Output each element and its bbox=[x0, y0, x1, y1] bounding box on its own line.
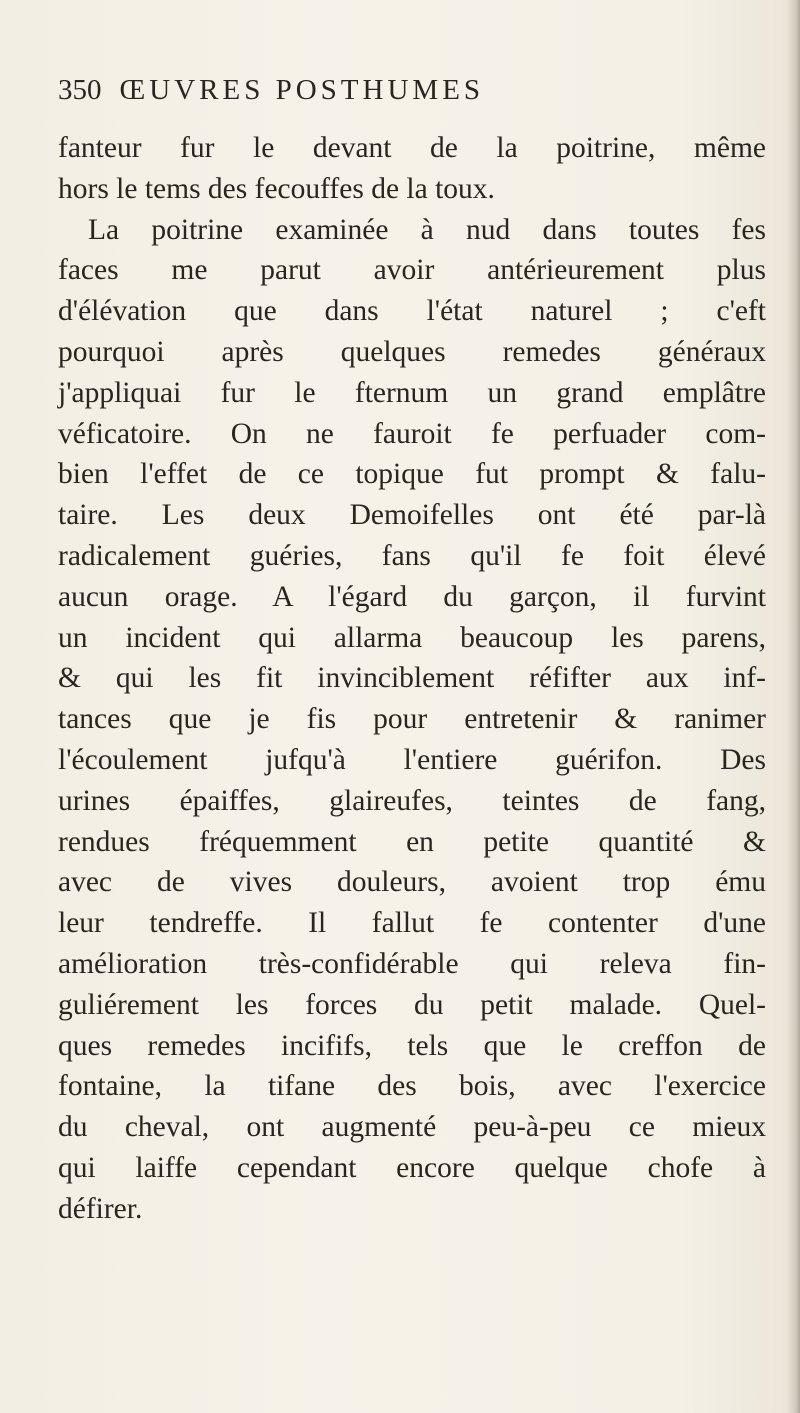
text-line: taire. Les deux Demoifelles ont été par-là bbox=[58, 499, 766, 532]
text-line: urines épaiffes, glaireufes, teintes de fang, bbox=[58, 784, 766, 817]
page-edge-shadow bbox=[786, 0, 800, 1413]
text-line: défirer. bbox=[58, 1192, 143, 1225]
text-line: & qui les fit invinciblement réfifter aux inf- bbox=[58, 662, 766, 695]
text-line: l'écoulement jufqu'à l'entiere guérifon. Des bbox=[58, 743, 766, 776]
text-line: d'élévation que dans l'état naturel ; c'eft bbox=[58, 295, 766, 328]
text-line: La poitrine examinée à nud dans toutes fes bbox=[88, 213, 766, 246]
page-number: 350 bbox=[58, 74, 102, 106]
text-line: leur tendreffe. Il fallut fe contenter d'une bbox=[58, 907, 766, 940]
text-line: fanteur fur le devant de la poitrine, même bbox=[58, 132, 766, 164]
text-line: rendues fréquemment en petite quantité & bbox=[58, 825, 766, 858]
text-line: avec de vives douleurs, avoient trop ému bbox=[58, 866, 766, 899]
text-line: bien l'effet de ce topique fut prompt & falu- bbox=[58, 458, 766, 491]
text-line: guliérement les forces du petit malade. Quel- bbox=[58, 988, 766, 1021]
text-line: pourquoi après quelques remedes généraux bbox=[58, 335, 766, 368]
text-line: du cheval, ont augmenté peu-à-peu ce mieux bbox=[58, 1111, 766, 1144]
text-line: un incident qui allarma beaucoup les parens, bbox=[58, 621, 766, 654]
running-title: ŒUVRES POSTHUMES bbox=[119, 74, 485, 106]
text-line: faces me parut avoir antérieurement plus bbox=[58, 254, 766, 287]
body-text bbox=[58, 128, 766, 1230]
text-line: radicalement guéries, fans qu'il fe foit élevé bbox=[58, 539, 766, 572]
text-line: qui laiffe cependant encore quelque chofe à bbox=[58, 1151, 766, 1184]
text-line: fontaine, la tifane des bois, avec l'exercice bbox=[58, 1070, 766, 1103]
text-line: tances que je fis pour entretenir & ranimer bbox=[58, 703, 766, 736]
text-line: aucun orage. A l'égard du garçon, il furvint bbox=[58, 580, 766, 613]
text-line: hors le tems des fecouffes de la toux. bbox=[58, 172, 495, 205]
running-header bbox=[58, 74, 758, 114]
text-line: ques remedes incififs, tels que le creffon de bbox=[58, 1029, 766, 1062]
text-line: véficatoire. On ne fauroit fe perfuader com- bbox=[58, 417, 766, 450]
text-line: amélioration très-confidérable qui releva fin- bbox=[58, 947, 766, 980]
text-line: j'appliquai fur le fternum un grand emplâtre bbox=[58, 376, 766, 409]
